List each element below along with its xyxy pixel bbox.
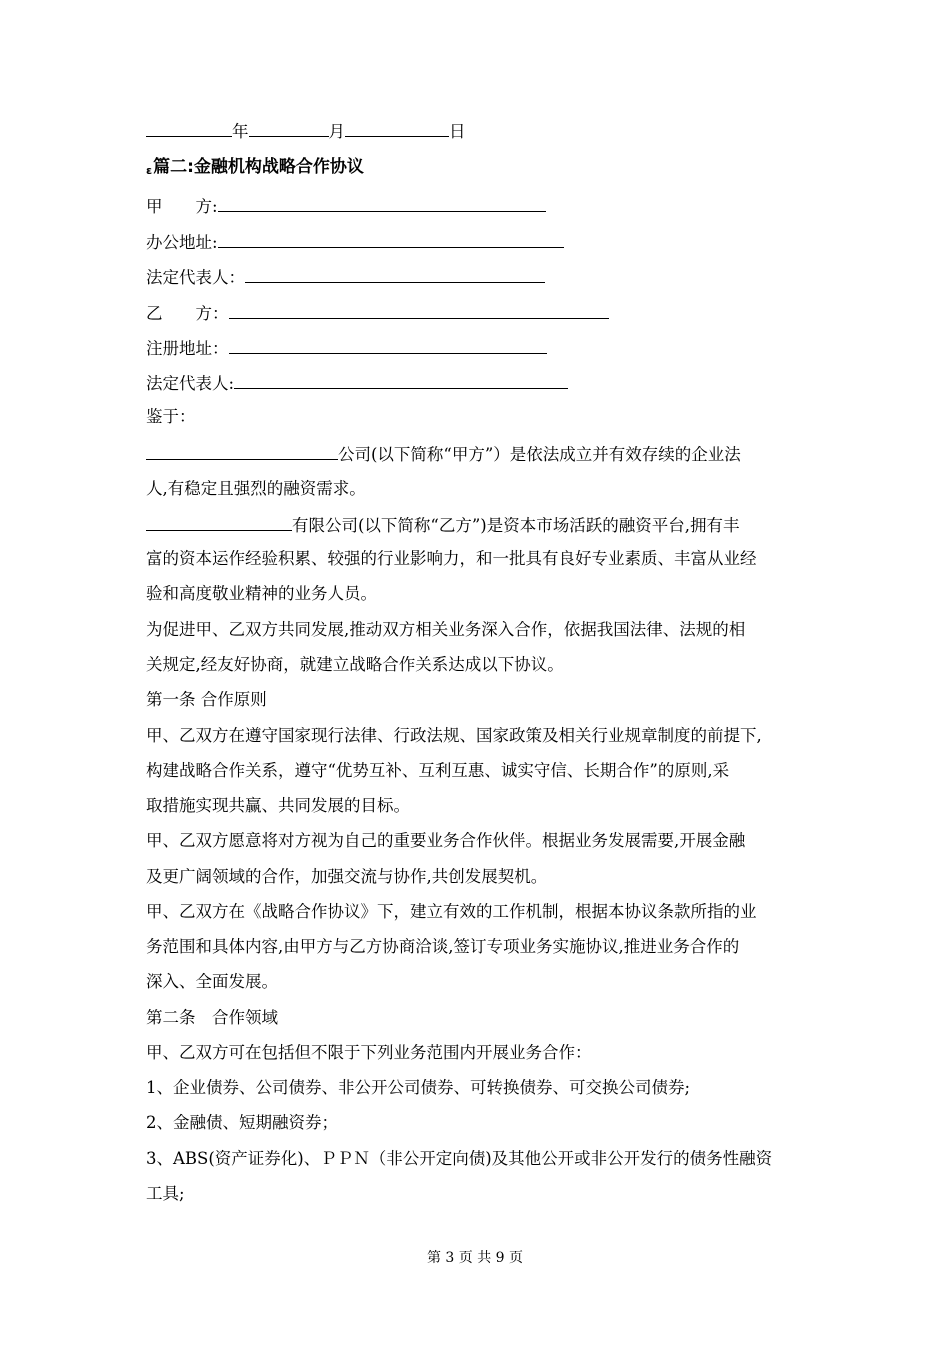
company-b-blank	[146, 512, 292, 531]
a2p1-line: 甲、乙双方可在包括但不限于下列业务范围内开展业务合作：	[146, 1043, 592, 1062]
office-address-label: 办公地址:	[146, 233, 218, 252]
field-party-b	[146, 300, 609, 324]
field-office-address	[146, 229, 564, 253]
p3-line1: 为促进甲、乙双方共同发展,推动双方相关业务深入合作，依据我国法律、法规的相	[146, 620, 746, 639]
a1p3-line3: 深入、全面发展。	[146, 972, 278, 991]
company-a-blank	[146, 441, 338, 460]
field-party-a	[146, 193, 546, 217]
a1p2-line2: 及更广阔领域的合作，加强交流与协作,共创发展契机。	[146, 867, 548, 886]
month-label: 月	[328, 122, 345, 141]
p2-line2: 富的资本运作经验积累、较强的行业影响力，和一批具有良好专业素质、丰富从业经	[146, 549, 757, 568]
whereas-label: 鉴于：	[146, 407, 196, 426]
party-a-label: 甲 方:	[146, 197, 218, 216]
day-label: 日	[449, 122, 466, 141]
field-legal-rep-b	[146, 370, 568, 394]
year-blank	[146, 118, 232, 137]
list-item-2: 2、金融债、短期融资券；	[146, 1113, 338, 1132]
legal-rep-b-blank	[234, 370, 568, 389]
a1p1-line1: 甲、乙双方在遵守国家现行法律、行政法规、国家政策及相关行业规章制度的前提下,	[146, 726, 762, 745]
page-footer: 第 3 页 共 9 页	[426, 1250, 524, 1266]
article-1-title: 第一条 合作原则	[146, 690, 267, 709]
month-blank	[249, 118, 329, 137]
a1p1-line2: 构建战略合作关系，遵守“优势互补、互利互惠、诚实守信、长期合作”的原则,采	[146, 761, 730, 780]
list-item-1: 1、企业债券、公司债券、非公开公司债券、可转换债券、可交换公司债券;	[146, 1078, 691, 1097]
p1-line1-text: 公司(以下简称“甲方”）是依法成立并有效存续的企业法	[338, 445, 741, 464]
heading-title: 篇二:金融机构战略合作协议	[153, 157, 364, 177]
day-blank	[345, 118, 449, 137]
p1-line2: 人,有稳定且强烈的融资需求。	[146, 479, 366, 498]
field-registered-address	[146, 335, 547, 359]
p2-line1-text: 有限公司(以下简称“乙方”)是资本市场活跃的融资平台,拥有丰	[292, 516, 740, 535]
a1p3-line1: 甲、乙双方在《战略合作协议》下，建立有效的工作机制，根据本协议条款所指的业	[146, 902, 757, 921]
a1p2-line1: 甲、乙双方愿意将对方视为自己的重要业务合作伙伴。根据业务发展需要,开展金融	[146, 831, 746, 850]
party-b-label: 乙 方：	[146, 304, 229, 323]
party-b-blank	[229, 300, 609, 319]
a1p3-line2: 务范围和具体内容,由甲方与乙方协商洽谈,签订专项业务实施协议,推进业务合作的	[146, 937, 740, 956]
p3-line2: 关规定,经友好协商，就建立战略合作关系达成以下协议。	[146, 655, 564, 674]
legal-rep-a-blank	[245, 264, 545, 283]
date-line	[146, 118, 466, 142]
field-legal-rep-a	[146, 264, 545, 288]
party-a-blank	[218, 193, 546, 212]
paragraph-line	[146, 512, 740, 536]
a1p1-line3: 取措施实现共赢、共同发展的目标。	[146, 796, 410, 815]
list-item-3-line2: 工具;	[146, 1184, 185, 1203]
legal-rep-a-label: 法定代表人：	[146, 268, 245, 287]
list-item-3-line1: 3、ABS(资产证券化)、ＰＰＮ（非公开定向债)及其他公开或非公开发行的债务性融资	[146, 1149, 773, 1168]
office-address-blank	[218, 229, 564, 248]
heading-mark: ε	[146, 164, 153, 177]
section-heading	[146, 155, 364, 179]
registered-address-blank	[229, 335, 547, 354]
year-label: 年	[232, 122, 249, 141]
p2-line3: 验和高度敬业精神的业务人员。	[146, 584, 377, 603]
article-2-title: 第二条 合作领域	[146, 1008, 278, 1027]
registered-address-label: 注册地址：	[146, 339, 229, 358]
legal-rep-b-label: 法定代表人:	[146, 374, 235, 393]
paragraph-line	[146, 441, 741, 465]
